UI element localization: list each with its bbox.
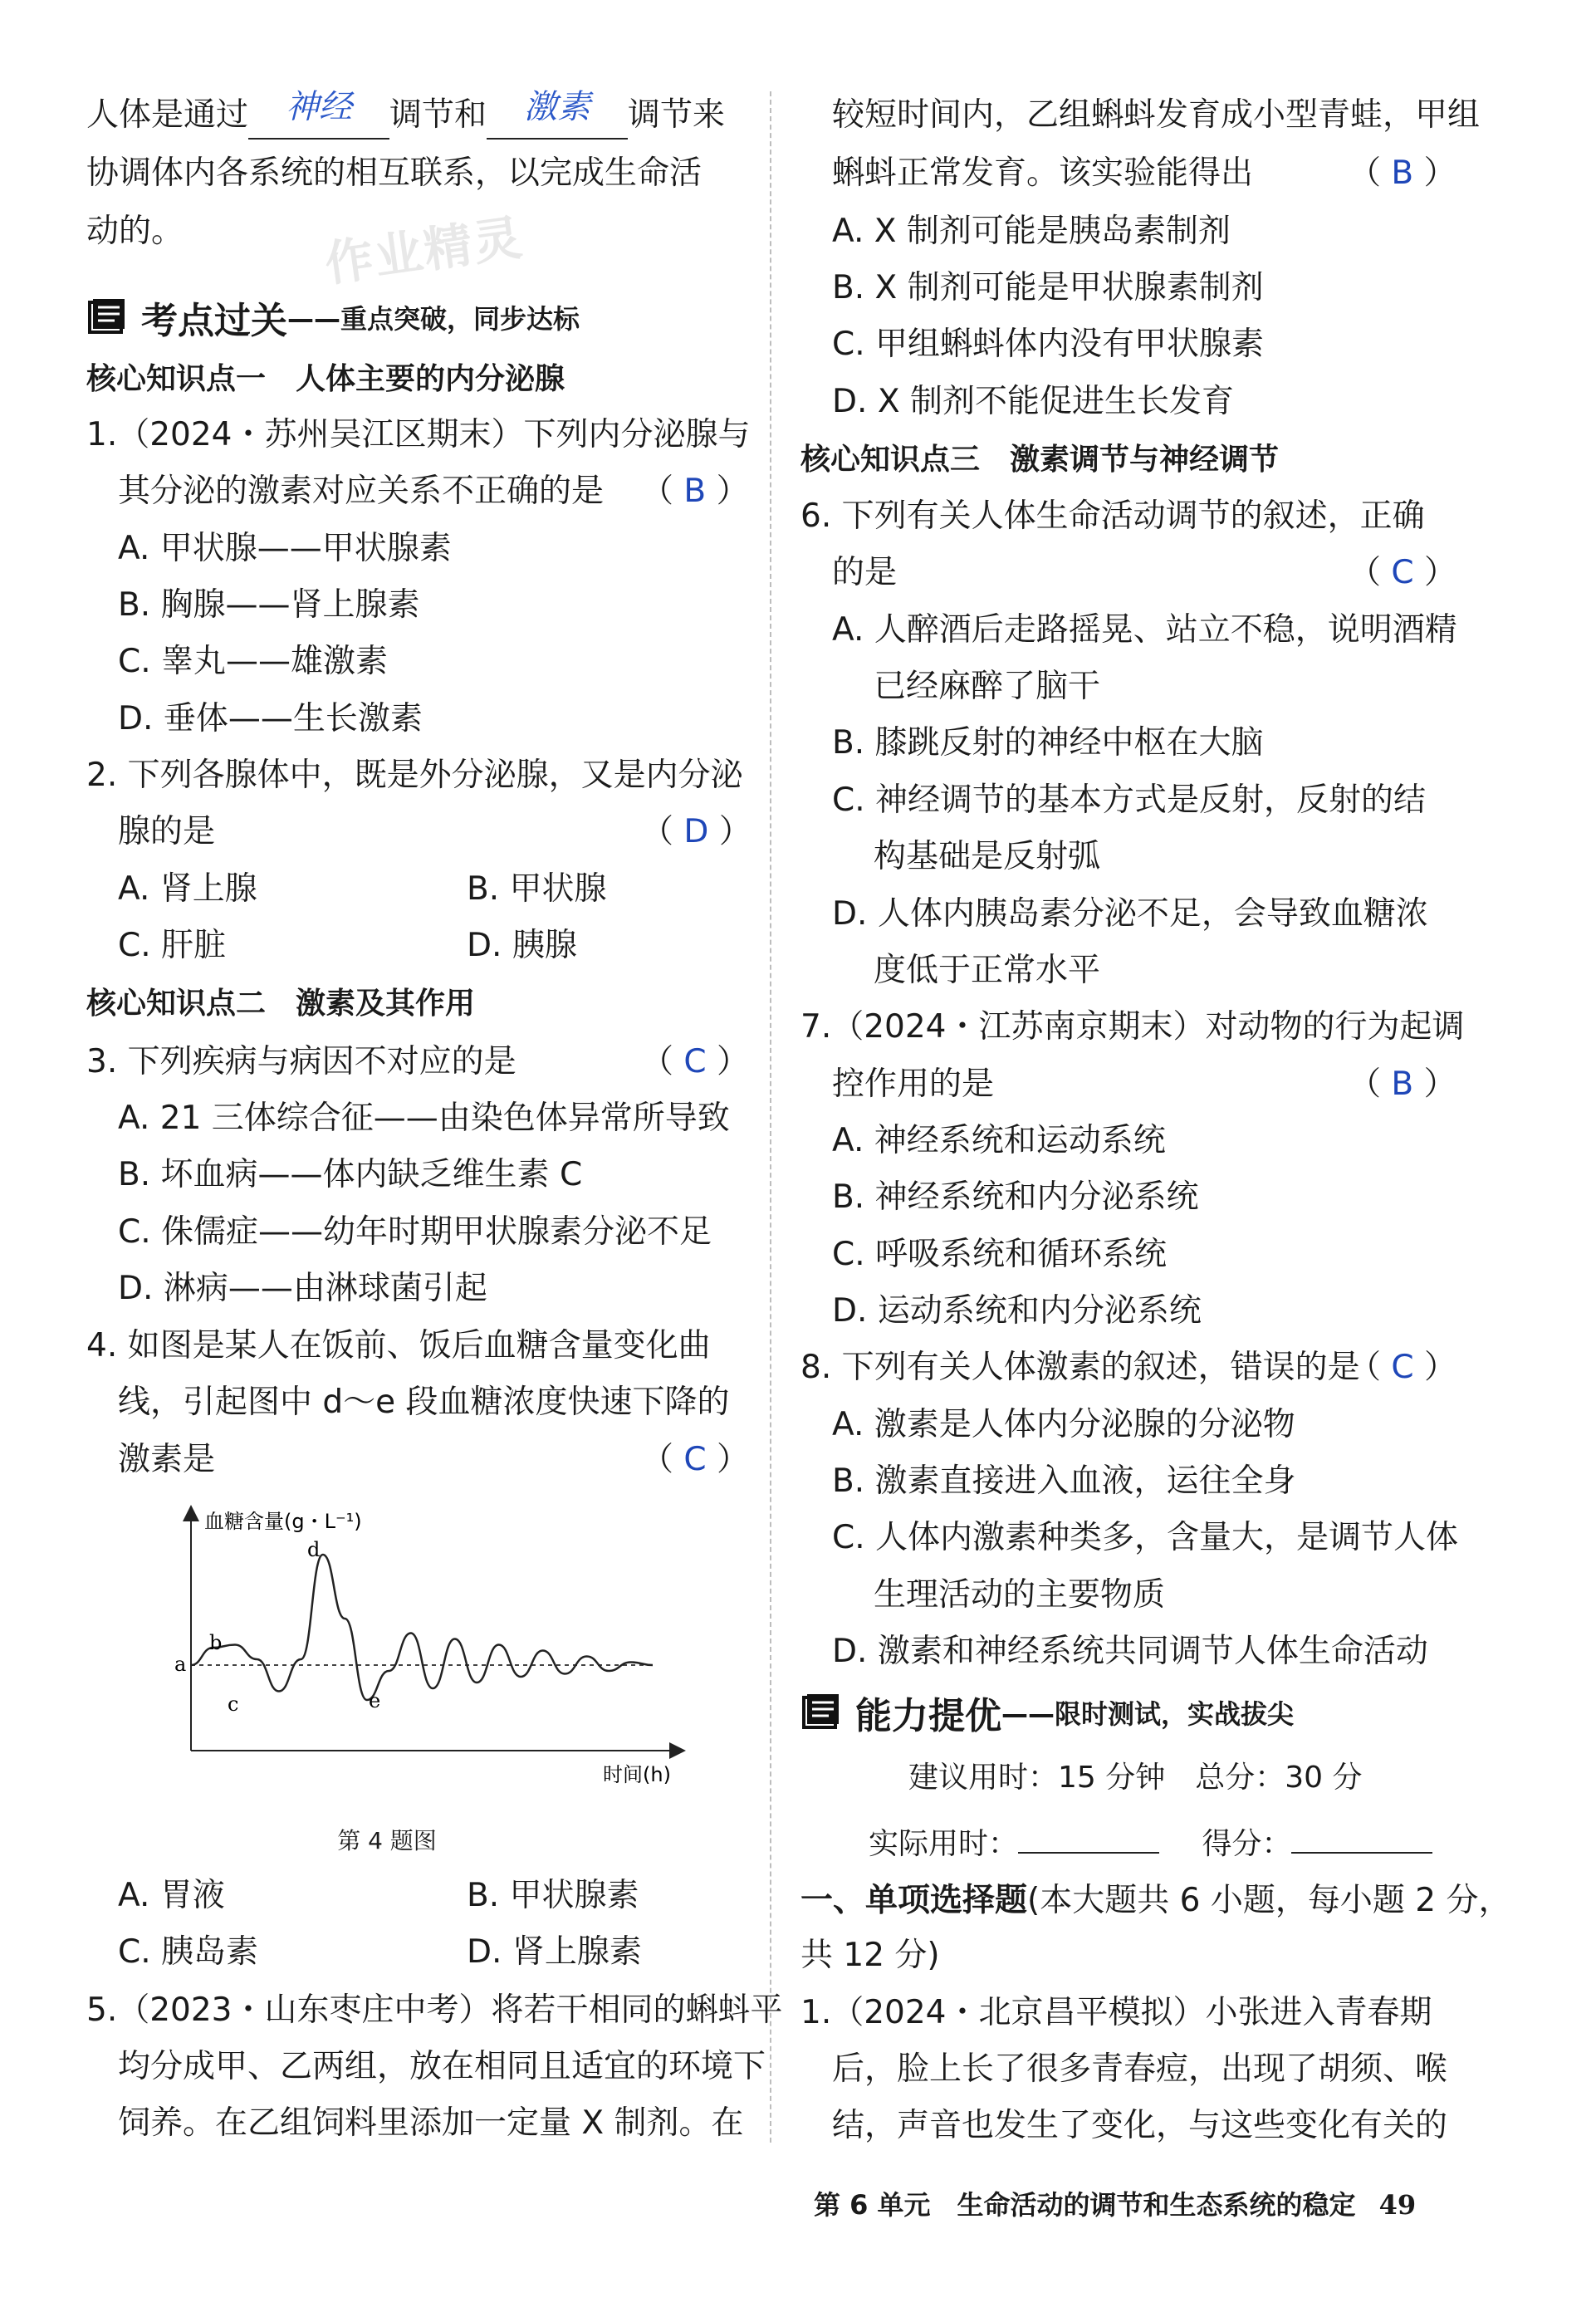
- q3-option-a: A. 21 三体综合征——由染色体异常所导致: [118, 1100, 730, 1137]
- point-label-e: e: [369, 1689, 381, 1712]
- point-label-c: c: [228, 1692, 239, 1716]
- q3-option-c: C. 侏儒症——幼年时期甲状腺素分泌不足: [118, 1213, 712, 1251]
- q4-option-c: C. 胰岛素: [118, 1933, 259, 1971]
- q8-option-c-cont: 生理活动的主要物质: [874, 1576, 1166, 1614]
- point-label-b: b: [209, 1631, 223, 1654]
- q7-answer: （ B ）: [1349, 1065, 1456, 1103]
- notebook-icon: [86, 297, 131, 337]
- q4-option-d: D. 肾上腺素: [467, 1933, 642, 1971]
- q5-line-3: 饲养。在乙组饲料里添加一定量 X 制剂。在: [118, 2104, 744, 2142]
- q2-line-1: 2. 下列各腺体中，既是外分泌腺，又是内分泌: [86, 757, 743, 794]
- q5-answer: （ B ）: [1349, 154, 1456, 192]
- q6-option-d-cont: 度低于正常水平: [874, 952, 1101, 989]
- point-label-d: d: [307, 1538, 321, 1561]
- q1-option-d: D. 垂体——生长激素: [118, 700, 423, 737]
- q4-option-a: A. 胃液: [118, 1877, 225, 1914]
- intro-line-1: 人体是通过 神经 调节和 激素 调节来: [86, 91, 725, 140]
- q8-line-1: 8. 下列有关人体激素的叙述，错误的是: [800, 1349, 1360, 1386]
- score-field[interactable]: [1291, 1819, 1432, 1854]
- section-heading-1: [86, 291, 580, 344]
- q5-line-5: 蝌蚪正常发育。该实验能得出: [832, 154, 1254, 192]
- figure-caption: 第 4 题图: [337, 1827, 437, 1854]
- q4-option-b: B. 甲状腺素: [467, 1877, 639, 1914]
- q3-answer: （ C ）: [641, 1043, 750, 1080]
- q4-answer: （ C ）: [641, 1441, 750, 1478]
- page-number: 49: [1378, 2189, 1417, 2221]
- blank-1: 神经: [248, 95, 389, 140]
- knowledge-point-3: 核心知识点三 激素调节与神经调节: [800, 443, 1280, 477]
- q5-option-a: A. X 制剂可能是胰岛素制剂: [832, 213, 1231, 250]
- q3-line-1: 3. 下列疾病与病因不对应的是: [86, 1043, 516, 1080]
- section-title: 考点过关: [141, 300, 287, 342]
- q5-option-c: C. 甲组蝌蚪体内没有甲状腺素: [832, 326, 1265, 363]
- q1-option-b: B. 胸腺——肾上腺素: [118, 586, 420, 624]
- page-footer: [814, 2184, 1416, 2222]
- actual-time-row: 实际用时： 得分：: [869, 1819, 1432, 1869]
- point-label-a: a: [174, 1653, 187, 1676]
- q7-option-a: A. 神经系统和运动系统: [832, 1122, 1166, 1159]
- unit-title: 第 6 单元 生命活动的调节和生态系统的稳定: [814, 2189, 1356, 2221]
- q8-option-b: B. 激素直接进入血液，运往全身: [832, 1462, 1296, 1500]
- part1-desc-cont: 共 12 分): [800, 1937, 940, 1974]
- q4-line-1: 4. 如图是某人在饭前、饭后血糖含量变化曲: [86, 1327, 711, 1364]
- section-subtitle: ——重点突破，同步达标: [287, 303, 580, 335]
- q5-line-1: 5.（2023・山东枣庄中考）将若干相同的蝌蚪平: [86, 1991, 783, 2029]
- watermark: 作业精灵: [321, 208, 527, 293]
- q6-line-2: 的是: [832, 554, 898, 591]
- q8-option-c: C. 人体内激素种类多，含量大，是调节人体: [832, 1519, 1459, 1556]
- knowledge-point-2: 核心知识点二 激素及其作用: [86, 987, 476, 1021]
- q6-option-b: B. 膝跳反射的神经中枢在大脑: [832, 724, 1264, 762]
- q7-line-1: 7.（2024・江苏南京期末）对动物的行为起调: [800, 1008, 1465, 1046]
- q3-option-b: B. 坏血病——体内缺乏维生素 C: [118, 1156, 583, 1193]
- intro-line-2: 协调体内各系统的相互联系，以完成生命活: [86, 154, 703, 192]
- suggested-time: 建议用时：15 分钟 总分：30 分: [908, 1761, 1363, 1795]
- part1-heading: 一、单项选择题(本大题共 6 小题，每小题 2 分，: [800, 1882, 1511, 1919]
- q5-line-4: 较短时间内，乙组蝌蚪发育成小型青蛙，甲组: [832, 96, 1481, 134]
- section-subtitle: ——限时测试，实战拔尖: [1001, 1698, 1295, 1730]
- q2-line-2: 腺的是: [118, 813, 216, 850]
- q1-line-2: 其分泌的激素对应关系不正确的是: [118, 473, 605, 510]
- q1-option-a: A. 甲状腺——甲状腺素: [118, 530, 452, 567]
- q6-line-1: 6. 下列有关人体生命活动调节的叙述，正确: [800, 497, 1425, 535]
- q7-option-d: D. 运动系统和内分泌系统: [832, 1292, 1202, 1330]
- q1-line-1: 1.（2024・苏州吴江区期末）下列内分泌腺与: [86, 416, 751, 453]
- p1-line-3: 结，声音也发生了变化，与这些变化有关的: [832, 2107, 1448, 2144]
- q2-option-c: C. 肝脏: [118, 927, 227, 964]
- q8-answer: （ C ）: [1349, 1349, 1457, 1386]
- q2-option-b: B. 甲状腺: [467, 870, 607, 908]
- q3-option-d: D. 淋病——由淋球菌引起: [118, 1270, 487, 1307]
- p1-line-1: 1.（2024・北京昌平模拟）小张进入青春期: [800, 1994, 1432, 2031]
- q6-answer: （ C ）: [1349, 554, 1457, 591]
- q5-option-d: D. X 制剂不能促进生长发育: [832, 383, 1234, 420]
- section-title: 能力提优: [855, 1695, 1001, 1737]
- q2-option-d: D. 胰腺: [467, 927, 577, 964]
- blood-sugar-chart: [80, 1495, 694, 1854]
- q8-option-d: D. 激素和神经系统共同调节人体生命活动: [832, 1633, 1428, 1670]
- q6-option-d: D. 人体内胰岛素分泌不足，会导致血糖浓: [832, 895, 1428, 933]
- p1-line-2: 后，脸上长了很多青春痘，出现了胡须、喉: [832, 2050, 1448, 2088]
- q4-line-2: 线，引起图中 d～e 段血糖浓度快速下降的: [118, 1384, 730, 1421]
- q6-option-a-cont: 已经麻醉了脑干: [874, 668, 1101, 705]
- q7-option-c: C. 呼吸系统和循环系统: [832, 1236, 1168, 1273]
- section-heading-2: [800, 1686, 1294, 1739]
- notebook-icon: [800, 1692, 845, 1732]
- knowledge-point-1: 核心知识点一 人体主要的内分泌腺: [86, 362, 565, 396]
- q5-line-2: 均分成甲、乙两组，放在相同且适宜的环境下: [118, 2048, 766, 2085]
- q7-line-2: 控作用的是: [832, 1065, 995, 1103]
- blood-sugar-curve: [191, 1555, 653, 1700]
- q1-answer: （ B ）: [641, 473, 749, 510]
- q2-answer: （ D ）: [641, 813, 751, 850]
- q2-option-a: A. 肾上腺: [118, 870, 257, 908]
- q8-option-a: A. 激素是人体内分泌腺的分泌物: [832, 1406, 1295, 1443]
- q6-option-a: A. 人醉酒后走路摇晃、站立不稳，说明酒精: [832, 611, 1457, 649]
- blank-2: 激素: [487, 95, 628, 140]
- x-axis-label: 时间(h): [603, 1763, 671, 1786]
- q7-option-b: B. 神经系统和内分泌系统: [832, 1178, 1199, 1216]
- actual-time-field[interactable]: [1018, 1819, 1159, 1854]
- q5-option-b: B. X 制剂可能是甲状腺素制剂: [832, 269, 1264, 306]
- column-divider: [770, 91, 771, 2143]
- q4-line-3: 激素是: [118, 1441, 216, 1478]
- y-axis-label: 血糖含量(g・L⁻¹): [204, 1510, 362, 1533]
- q6-option-c-cont: 构基础是反射弧: [874, 838, 1101, 875]
- q1-option-c: C. 睾丸——雄激素: [118, 643, 389, 680]
- intro-line-3: 动的。: [86, 213, 184, 250]
- chart-svg: [80, 1495, 694, 1827]
- q6-option-c: C. 神经调节的基本方式是反射，反射的结: [832, 781, 1427, 819]
